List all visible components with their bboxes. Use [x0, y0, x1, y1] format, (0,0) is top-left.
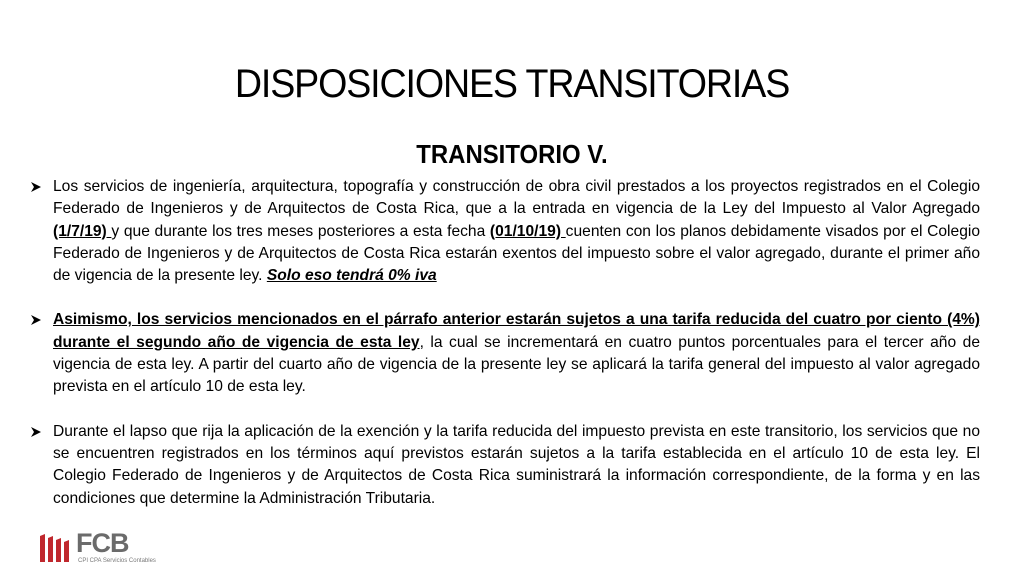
logo-bars-icon	[38, 532, 78, 564]
bullet-text	[53, 423, 980, 507]
emphasis-note: Solo eso tendrá 0% iva	[266, 267, 437, 285]
bullet-text	[53, 311, 980, 395]
bullet-list	[30, 176, 980, 532]
arrow-bullet-icon	[30, 426, 42, 438]
date-emphasis: (1/7/19)	[53, 222, 112, 240]
bullet-item	[30, 309, 980, 398]
text-run: y que durante los tres meses posteriores a esta fecha	[111, 222, 490, 240]
text-run: , la cual se incrementará en cuatro puntos porcentuales para el tercer año de vigencia de esta ley. A partir del cuarto año de vigencia de la presente ley se aplicará la tarifa general del impuesto al valor agregado prevista en el artículo 10 de esta ley.	[53, 333, 980, 396]
bullet-item	[30, 176, 980, 287]
company-logo	[38, 526, 156, 568]
text-run: Durante el lapso que rija la aplicación de la exención y la tarifa reducida del impuesto prevista en este transitorio, los servicios que no se encuentren registrados en los términos aquí previstos estarán sujetos a la tarifa establecida en el artículo 10 de esta ley. El Colegio Federado de Ingenieros y de Arquitectos de Costa Rica suministrará la información correspondiente, de la forma y en las condiciones que determine la Administración Tributaria.	[53, 422, 980, 507]
section-subtitle: TRANSITORIO V.	[416, 139, 608, 169]
arrow-bullet-icon	[30, 181, 42, 193]
text-run: cuenten con los planos debidamente visados por el Colegio Federado de Ingenieros y de Arquitectos de Costa Rica estarán exentos del impuesto sobre el valor agregado, durante el primer año de vigencia de la presente ley.	[53, 222, 981, 285]
bullet-item	[30, 421, 980, 510]
date-emphasis: (01/10/19)	[489, 222, 566, 240]
logo-tagline: CPI CPA Servicios Contables	[78, 558, 156, 564]
slide-title: DISPOSICIONES TRANSITORIAS	[234, 62, 790, 106]
logo-wordmark: FCB	[76, 528, 129, 558]
emphasis-text: Asimismo, los servicios mencionados en el párrafo anterior estarán sujetos a una tarifa reducida del cuatro por ciento (4%) durante el segundo año de vigencia de esta ley	[53, 311, 980, 351]
bullet-text	[53, 178, 980, 284]
text-run: Los servicios de ingeniería, arquitectura, topografía y construcción de obra civil prestados a los proyectos registrados en el Colegio Federado de Ingenieros y de Arquitectos de Costa Rica, que a la entrada en vigencia de la Ley del Impuesto al Valor Agregado	[53, 178, 980, 218]
arrow-bullet-icon	[30, 314, 42, 326]
